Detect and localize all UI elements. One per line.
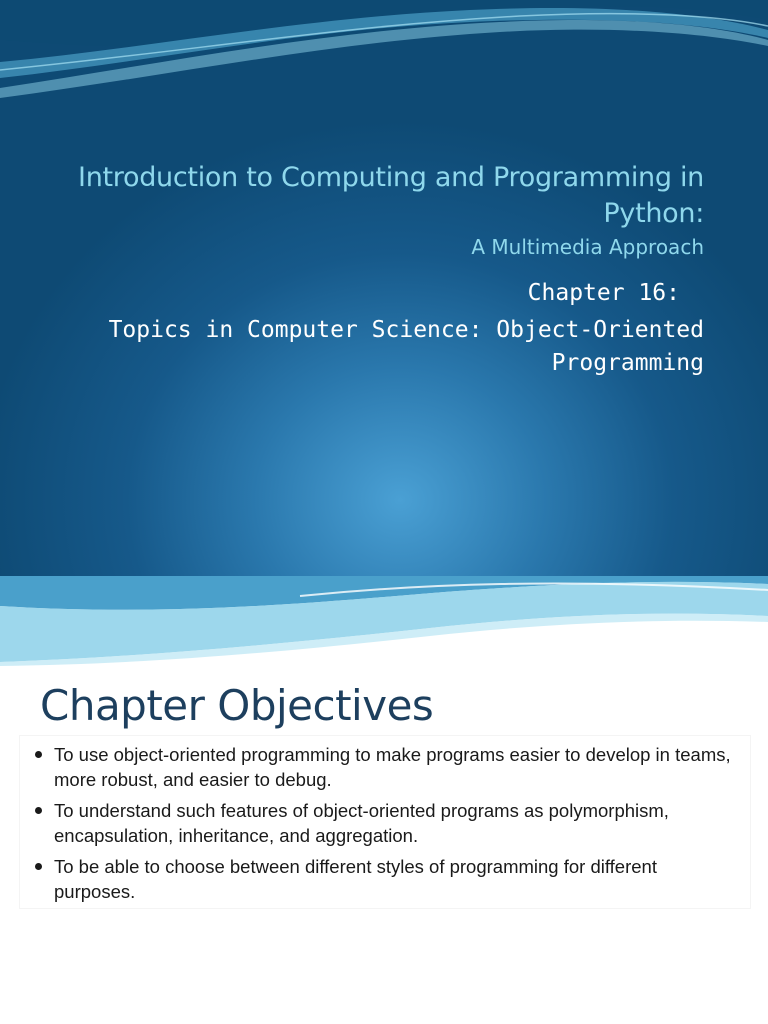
list-item bbox=[32, 742, 740, 792]
objectives-panel bbox=[20, 736, 750, 908]
list-item bbox=[32, 854, 740, 904]
presentation-subtitle: A Multimedia Approach bbox=[471, 235, 704, 259]
objectives-heading: Chapter Objectives bbox=[40, 681, 434, 730]
bullet-icon bbox=[35, 807, 42, 814]
objective-text: To be able to choose between different styles of programming for different purposes. bbox=[54, 856, 657, 902]
bullet-icon bbox=[35, 863, 42, 870]
header-wave-decoration bbox=[0, 0, 768, 120]
chapter-topic: Topics in Computer Science: Object-Oriented Programming bbox=[108, 317, 704, 376]
list-item bbox=[32, 798, 740, 848]
chapter-number: Chapter 16: bbox=[527, 280, 680, 306]
chapter-block bbox=[64, 278, 704, 380]
title-block bbox=[24, 160, 704, 260]
header-wave-decoration bbox=[0, 576, 768, 666]
objectives-list bbox=[20, 736, 750, 904]
objective-text: To understand such features of object-oriented programs as polymorphism, encapsulation, inheritance, and aggregation. bbox=[54, 800, 669, 846]
presentation-title: Introduction to Computing and Programming in Python: bbox=[78, 162, 704, 229]
bullet-icon bbox=[35, 751, 42, 758]
objectives-slide bbox=[0, 576, 768, 1024]
objective-text: To use object-oriented programming to make programs easier to develop in teams, more robust, and easier to debug. bbox=[54, 744, 731, 790]
